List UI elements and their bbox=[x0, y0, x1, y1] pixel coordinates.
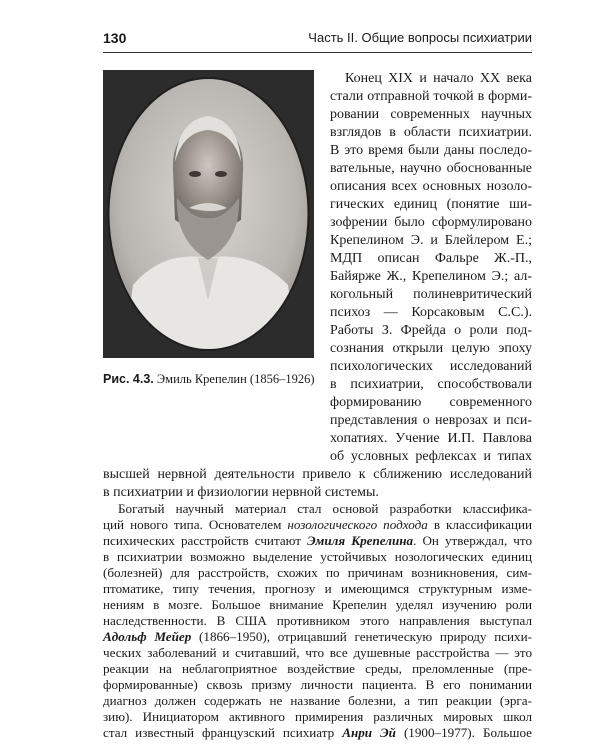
text-line: гических единиц (понятие ши- bbox=[330, 197, 532, 212]
text-line: наследственности. В США противником этого направления выступал bbox=[103, 613, 532, 628]
portrait-photo bbox=[103, 70, 314, 358]
text-span: . Он утверждал, что bbox=[413, 533, 533, 548]
text-line bbox=[103, 517, 532, 533]
emphasis-name: Эмиля Крепелина bbox=[307, 533, 414, 548]
text-line: об условных рефлексах и типах bbox=[330, 449, 532, 464]
text-line: реакции на неблагоприятное воздействие среды, преломленные (пре- bbox=[103, 661, 532, 676]
text-line: нениям в мозге. Большое внимание Крепелин уделял изучению роли bbox=[103, 597, 532, 612]
text-line: вательные, научно обоснованные bbox=[330, 161, 532, 176]
text-line: когольный полиневритический bbox=[330, 287, 532, 302]
text-span: (1900–1977). Большое bbox=[395, 725, 533, 740]
text-line: взглядов в области психиатрии. bbox=[330, 125, 532, 140]
text-span: психических расстройств считают bbox=[103, 533, 308, 548]
text-line: в психиатрии, способствовали bbox=[330, 377, 532, 392]
text-span: стал известный французский психиатр bbox=[103, 725, 343, 740]
text-line: В это время были даны последо- bbox=[330, 143, 532, 158]
text-span: (1866–1950), отрицавший генетическую природу психи- bbox=[191, 629, 532, 644]
text-line: ческих заболеваний и считавший, что все душевные расстройства — это bbox=[103, 645, 532, 660]
text-line: Конец XIX и начало XX века bbox=[345, 71, 532, 86]
text-line: в психиатрии и физиологии нервной системы. bbox=[103, 485, 379, 500]
text-line: психоз — Корсаковым С.С.). bbox=[330, 305, 532, 320]
figure-caption-label: Рис. 4.3. bbox=[103, 372, 154, 386]
text-line: птоматике, типу течения, прогнозу и имеющимся структурным изме- bbox=[103, 581, 532, 596]
text-line: (болезней) для расстройств, схожих по причинам возникновения, сим- bbox=[103, 565, 532, 580]
emphasis-term: нозологического подхода bbox=[287, 517, 428, 532]
text-line: психологических исследований bbox=[330, 359, 532, 374]
running-head: Часть II. Общие вопросы психиатрии bbox=[308, 30, 532, 45]
emphasis-name: Адольф Мейер bbox=[103, 629, 192, 644]
text-line: представления о неврозах и пси- bbox=[330, 413, 532, 428]
text-line: диагноз должен содержать не название болезни, а тип реакции (эрга- bbox=[103, 693, 532, 708]
text-line: высшей нервной деятельности привело к сближению исследований bbox=[103, 467, 532, 482]
text-line bbox=[103, 533, 532, 549]
text-span: в классификации bbox=[427, 517, 532, 532]
text-line: МДП описан Фальре Ж.-П., bbox=[330, 251, 532, 266]
text-line: Крепелином Э. и Блейлером Е.; bbox=[330, 233, 532, 248]
text-line bbox=[103, 725, 532, 741]
figure-caption bbox=[103, 371, 333, 387]
text-line: сознания открыли целую эпоху bbox=[330, 341, 532, 356]
text-line: стали отправной точкой в форми- bbox=[330, 89, 532, 104]
text-line: хопатиях. Учение И.П. Павлова bbox=[330, 431, 532, 446]
text-line: ровании современных научных bbox=[330, 107, 532, 122]
text-line bbox=[103, 629, 532, 645]
page-number: 130 bbox=[103, 30, 127, 46]
text-line: Работы З. Фрейда о роли под- bbox=[330, 323, 532, 338]
emphasis-name: Анри Эй bbox=[342, 725, 396, 740]
text-line: в психиатрии возможно выделение устойчивых нозологических единиц bbox=[103, 549, 532, 564]
text-line: Байярже Ж., Крепелином Э.; ал- bbox=[330, 269, 532, 284]
figure-caption-text: Эмиль Крепелин (1856–1926) bbox=[153, 372, 315, 386]
text-line: зофрении было сформулировано bbox=[330, 215, 532, 230]
text-line: зию). Инициатором активного примирения различных мировых школ bbox=[103, 709, 532, 724]
header-rule bbox=[103, 52, 532, 53]
text-line: Богатый научный материал стал основой разработки классифика- bbox=[118, 501, 532, 516]
text-span: ций нового типа. Основателем bbox=[103, 517, 288, 532]
text-line: формированию современного bbox=[330, 395, 532, 410]
text-line: описания всех основных нозоло- bbox=[330, 179, 532, 194]
text-line: формированные) сквозь призму личности пациента. В его понимании bbox=[103, 677, 532, 692]
